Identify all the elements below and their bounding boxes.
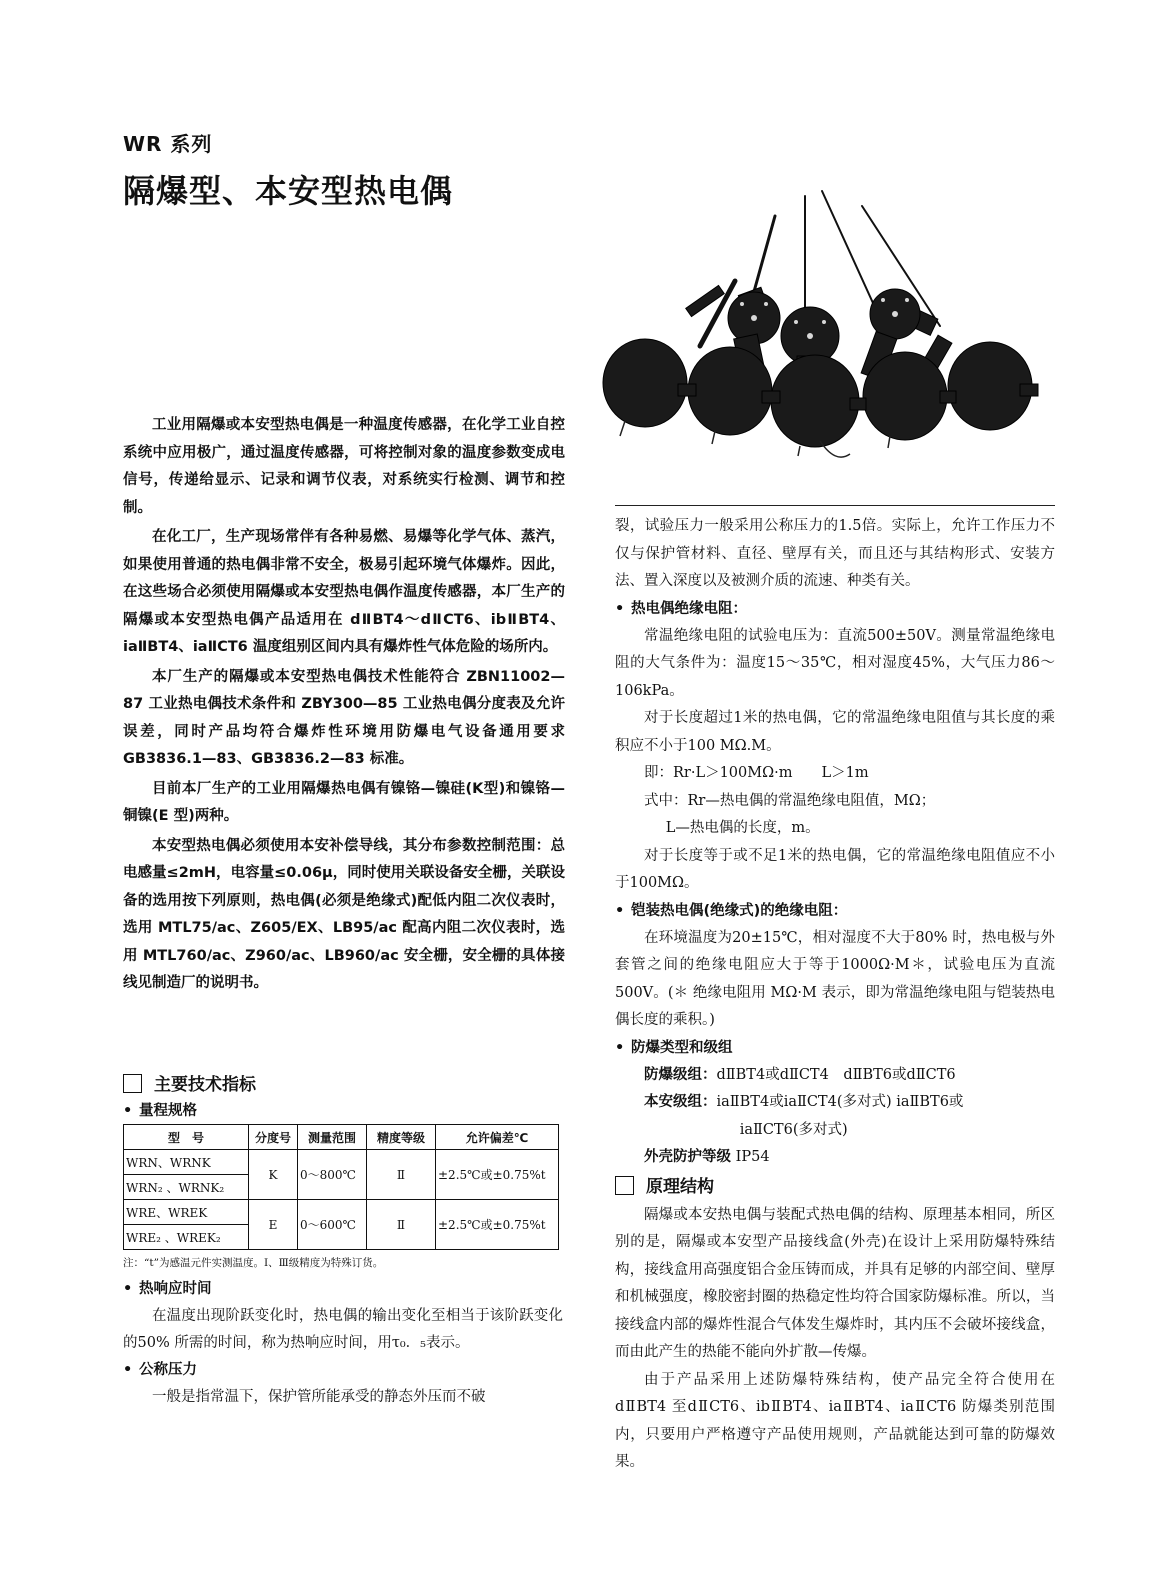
range-cell: 0～800℃ [298, 1150, 367, 1200]
pressure-heading [123, 1357, 563, 1384]
specs-section [123, 1070, 563, 1411]
table-header-row [124, 1125, 559, 1150]
range-heading [123, 1100, 563, 1122]
enclosure-value: IP54 [735, 1149, 770, 1165]
table-note: 注：“t”为感温元件实测温度。Ⅰ、Ⅲ级精度为特殊订货。 [123, 1257, 384, 1269]
bullet-icon: • [123, 1281, 133, 1297]
table-row [124, 1150, 559, 1175]
intro-paragraph: 在化工厂，生产现场常伴有各种易燃、易爆等化学气体、蒸汽，如果使用普通的热电偶非常不安全，极易引起环境气体爆炸。因此，在这些场合必须使用隔爆或本安型热电偶作温度传感器，本厂生产的隔爆或本安型热电偶产品适用在 dⅡBT4～dⅡCT6、ibⅡBT4、iaⅡBT4、iaⅡCT6 温度组别区间内具有爆炸性气体危险的场所内。 [123, 529, 565, 655]
formula: 即：Rr·L＞100MΩ·m L＞1m [644, 765, 869, 781]
graduation-cell: E [249, 1200, 298, 1250]
col-graduation: 分度号 [249, 1125, 298, 1150]
response-heading-text: 热响应时间 [139, 1281, 212, 1297]
flameproof-value: dⅡBT4或dⅡCT4 dⅡBT6或dⅡCT6 [716, 1066, 956, 1083]
model-cell: WRN、WRNK [124, 1150, 249, 1175]
intro-paragraph: 目前本厂生产的工业用隔爆热电偶有镍铬—镍硅(K型)和镍铬—铜镍(E 型)两种。 [123, 780, 565, 824]
tolerance-cell: ±2.5℃或±0.75%t [436, 1150, 559, 1200]
intro-paragraph: 本厂生产的隔爆或本安型热电偶技术性能符合 ZBN11002—87 工业热电偶技术条件和 ZBY300—85 工业热电偶分度表及允许误差，同时产品均符合爆炸性环境用防爆电气设备通用要求 GB3836.1—83、GB3836.2—83 标准。 [123, 668, 565, 767]
bullet-icon: • [615, 1039, 625, 1056]
model-cell: WRN₂ 、WRNK₂ [124, 1175, 249, 1200]
response-text: 在温度出现阶跃变化时，热电偶的输出变化至相当于该阶跃变化的50% 所需的时间，称为热响应时间，用τ₀．₅表示。 [123, 1308, 563, 1351]
table-row [124, 1200, 559, 1225]
range-cell: 0～600℃ [298, 1200, 367, 1250]
formula-where: L—热电偶的长度，m。 [665, 820, 820, 836]
intro-paragraph: 本安型热电偶必须使用本安补偿导线，其分布参数控制范围：总电感量≤2mH，电容量≤0.06μ，同时使用关联设备安全栅，关联设备的选用按下列原则，热电偶(必须是绝缘式)配低内阻二次仪表时，选用 MTL75/ac、Z605/EX、LB95/ac 配高内阻二次仪表时，选用 MTL760/ac、Z960/ac、LB960/ac 安全栅，安全栅的具体接线见制造厂的说明书。 [123, 837, 565, 991]
flameproof-group [615, 1062, 1055, 1090]
bullet-icon: • [123, 1362, 133, 1378]
response-heading [123, 1276, 563, 1303]
specs-heading-text: 主要技术指标 [154, 1075, 256, 1095]
checkbox-square-icon [123, 1074, 142, 1093]
thermocouple-product-photo [600, 186, 1040, 471]
explosion-heading [615, 1035, 1055, 1062]
pressure-text: 一般是指常温下，保护管所能承受的静态外压而不破 [152, 1389, 486, 1405]
insulation-paragraph: 对于长度等于或不足1米的热电偶，它的常温绝缘电阻值应不小于100MΩ。 [615, 847, 1055, 891]
accuracy-cell: Ⅱ [367, 1150, 436, 1200]
graduation-cell: K [249, 1150, 298, 1200]
flameproof-label: 防爆级组： [644, 1066, 717, 1083]
series-label: WR 系列 [123, 132, 213, 156]
col-range: 测量范围 [298, 1125, 367, 1150]
checkbox-square-icon [615, 1176, 634, 1195]
insulation-heading [615, 596, 1055, 623]
pressure-continued: 裂，试验压力一般采用公称压力的1.5倍。实际上，允许工作压力不仅与保护管材料、直径、壁厚有关，而且还与其结构形式、安装方法、置入深度以及被测介质的流速、种类有关。 [615, 518, 1055, 589]
col-model: 型 号 [124, 1125, 249, 1150]
bullet-icon: • [123, 1103, 133, 1119]
bullet-icon: • [615, 902, 625, 919]
specs-heading [123, 1070, 563, 1100]
bullet-icon: • [615, 600, 625, 617]
enclosure-group [615, 1144, 1055, 1172]
insulation-heading-text: 热电偶绝缘电阻： [631, 600, 747, 617]
model-cell: WRE₂ 、WREK₂ [124, 1225, 249, 1250]
accuracy-cell: Ⅱ [367, 1200, 436, 1250]
armored-heading [615, 898, 1055, 925]
col-tolerance: 允许偏差℃ [436, 1125, 559, 1150]
spec-table [123, 1124, 559, 1250]
armored-paragraph: 在环境温度为20±15℃，相对湿度不大于80% 时，热电极与外套管之间的绝缘电阻应大于等于1000Ω·M＊，试验电压为直流500V。(＊ 绝缘电阻用 MΩ·M 表示，即为常温绝缘电阻与铠装热电偶长度的乘积。) [615, 929, 1055, 1028]
intro-section [123, 412, 565, 1000]
range-heading-text: 量程规格 [139, 1103, 197, 1119]
insulation-paragraph: 对于长度超过1米的热电偶，它的常温绝缘电阻值与其长度的乘积应不小于100 MΩ.M。 [615, 710, 1055, 754]
insulation-paragraph: 常温绝缘电阻的试验电压为：直流500±50V。测量常温绝缘电阻的大气条件为：温度15～35℃，相对湿度45%，大气压力86～106kPa。 [615, 627, 1055, 699]
intrinsic-label: 本安级组： [644, 1094, 717, 1110]
principle-paragraph: 隔爆或本安热电偶与装配式热电偶的结构、原理基本相同，所区别的是，隔爆或本安型产品接线盒(外壳)在设计上采用防爆特殊结构，接线盒用高强度铝合金压铸而成，并具有足够的内部空间、壁厚和机械强度，橡胶密封圈的热稳定性均符合国家防爆标准。所以，当接线盒内部的爆炸性混合气体发生爆炸时，其内压不会破坏接线盒，而由此产生的热能不能向外扩散—传爆。 [615, 1206, 1055, 1360]
intrinsic-group [615, 1089, 1055, 1117]
col-accuracy: 精度等级 [367, 1125, 436, 1150]
armored-heading-text: 铠装热电偶(绝缘式)的绝缘电阻： [631, 902, 848, 919]
explosion-heading-text: 防爆类型和级组 [631, 1039, 733, 1056]
principle-heading-text: 原理结构 [646, 1176, 714, 1197]
intrinsic-value-cont: iaⅡCT6(多对式) [739, 1121, 848, 1138]
pressure-heading-text: 公称压力 [139, 1362, 197, 1378]
formula-where: 式中：Rr—热电偶的常温绝缘电阻值，MΩ； [644, 792, 936, 809]
page-title: 隔爆型、本安型热电偶 [123, 172, 454, 210]
right-column [615, 513, 1055, 1477]
principle-heading [615, 1172, 1055, 1202]
intrinsic-value: iaⅡBT4或iaⅡCT4(多对式) iaⅡBT6或 [716, 1094, 964, 1110]
intro-paragraph: 工业用隔爆或本安型热电偶是一种温度传感器，在化学工业自控系统中应用极广，通过温度传感器，可将控制对象的温度参数变成电信号，传递给显示、记录和调节仪表，对系统实行检测、调节和控制。 [123, 417, 565, 516]
model-cell: WRE、WREK [124, 1200, 249, 1225]
principle-paragraph: 由于产品采用上述防爆特殊结构，使产品完全符合使用在 dⅡBT4 至dⅡCT6、ibⅡBT4、iaⅡBT4、iaⅡCT6 防爆类别范围内，只要用户严格遵守产品使用规则，产品就能达到可靠的防爆效果。 [615, 1371, 1055, 1470]
section-divider [615, 505, 1055, 506]
tolerance-cell: ±2.5℃或±0.75%t [436, 1200, 559, 1250]
enclosure-label: 外壳防护等级 [644, 1149, 731, 1165]
